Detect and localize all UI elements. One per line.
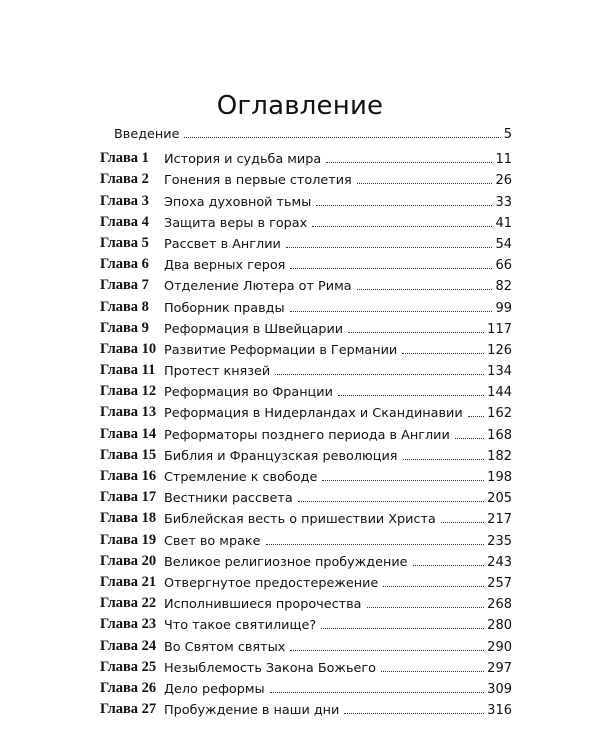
dot-leader — [338, 395, 484, 396]
dot-leader — [316, 205, 492, 206]
chapter-number: Глава 12 — [100, 383, 157, 400]
dot-leader — [455, 438, 484, 439]
toc-row — [100, 676, 512, 697]
toc-row — [100, 210, 512, 231]
chapter-page-number: 309 — [487, 681, 512, 697]
dot-leader — [381, 671, 484, 672]
intro-page-number: 5 — [503, 127, 512, 142]
chapter-page-number: 66 — [495, 258, 512, 274]
chapter-number: Глава 1 — [100, 150, 149, 167]
intro-label: Введение — [114, 127, 180, 142]
chapter-page-number: 41 — [495, 215, 512, 231]
toc-row — [100, 337, 512, 358]
dot-leader — [441, 522, 484, 523]
dot-leader — [290, 268, 492, 269]
chapter-title: Что такое святилище? — [164, 618, 317, 634]
chapter-page-number: 11 — [495, 152, 512, 168]
chapter-number: Глава 2 — [100, 171, 149, 188]
chapter-number: Глава 14 — [100, 425, 157, 442]
dot-leader — [290, 311, 493, 312]
dot-leader — [348, 332, 484, 333]
chapter-number: Глава 16 — [100, 468, 157, 484]
toc-row — [100, 527, 512, 548]
chapter-number: Глава 6 — [100, 256, 149, 273]
dot-leader — [286, 247, 493, 248]
dot-leader — [266, 544, 485, 545]
dot-leader — [184, 137, 500, 138]
toc-row — [100, 443, 512, 464]
dot-leader — [413, 565, 485, 566]
toc-row — [100, 485, 512, 506]
toc-row — [100, 697, 512, 718]
chapter-title: Реформация в Швейцарии — [164, 321, 344, 337]
page-title: Оглавление — [216, 91, 384, 122]
chapter-title: Реформаторы позднего периода в Англии — [164, 427, 450, 443]
toc-row — [100, 146, 512, 167]
chapter-number: Глава 19 — [100, 531, 157, 548]
chapter-title: Эпоха духовной тьмы — [164, 194, 312, 210]
chapter-title: Свет во мраке — [164, 533, 261, 549]
dot-leader — [326, 162, 492, 163]
dot-leader — [357, 183, 493, 184]
chapter-page-number: 290 — [487, 639, 512, 655]
dot-leader — [270, 692, 485, 693]
chapter-page-number: 205 — [487, 491, 512, 507]
chapter-title: Развитие Реформации в Германии — [164, 342, 398, 358]
chapter-number: Глава 9 — [100, 319, 149, 336]
dot-leader — [403, 459, 485, 460]
toc-row — [100, 464, 512, 485]
chapter-page-number: 316 — [487, 703, 512, 719]
chapter-page-number: 217 — [487, 512, 512, 528]
chapter-number: Глава 11 — [100, 362, 156, 379]
chapter-page-number: 54 — [495, 236, 512, 252]
dot-leader — [383, 586, 484, 587]
chapter-number: Глава 3 — [100, 192, 149, 209]
chapter-title: Два верных героя — [164, 258, 286, 274]
chapter-page-number: 268 — [487, 597, 512, 613]
chapter-number: Глава 23 — [100, 616, 157, 633]
chapter-page-number: 144 — [487, 385, 512, 401]
chapter-number: Глава 10 — [100, 340, 157, 357]
dot-leader — [322, 480, 484, 481]
toc-row — [100, 400, 512, 421]
chapter-number: Глава 7 — [100, 277, 149, 294]
dot-leader — [275, 374, 484, 375]
chapter-title: Исполнившиеся пророчества — [164, 597, 362, 613]
chapter-title: Библейская весть о пришествии Христа — [164, 512, 436, 528]
toc-row — [100, 316, 512, 337]
chapter-page-number: 168 — [487, 427, 512, 443]
chapter-number: Глава 27 — [100, 701, 157, 718]
chapter-title: Библия и Французская революция — [164, 448, 398, 464]
chapter-title: История и судьба мира — [164, 152, 322, 168]
dot-leader — [367, 607, 485, 608]
dot-leader — [298, 501, 484, 502]
toc-row — [100, 379, 512, 400]
chapter-number: Глава 13 — [100, 404, 157, 421]
toc-row — [100, 633, 512, 654]
chapter-number: Глава 20 — [100, 552, 157, 569]
toc-row — [100, 591, 512, 612]
toc-row — [100, 612, 512, 633]
chapter-page-number: 134 — [487, 364, 512, 380]
table-of-contents — [100, 146, 512, 718]
toc-row — [100, 273, 512, 294]
chapter-number: Глава 24 — [100, 637, 157, 654]
toc-row — [100, 252, 512, 273]
chapter-title: Вестники рассвета — [164, 491, 293, 507]
chapter-title: Защита веры в горах — [164, 215, 308, 231]
chapter-page-number: 33 — [495, 194, 512, 210]
dot-leader — [357, 289, 493, 290]
toc-row — [100, 570, 512, 591]
chapter-number: Глава 4 — [100, 213, 149, 230]
chapter-title: Дело реформы — [164, 681, 265, 697]
chapter-title: Во Святом святых — [164, 639, 286, 655]
toc-row — [100, 188, 512, 209]
chapter-number: Глава 18 — [100, 510, 157, 527]
toc-row — [100, 655, 512, 676]
chapter-number: Глава 21 — [100, 573, 157, 590]
toc-row — [100, 167, 512, 188]
toc-row — [100, 549, 512, 570]
chapter-title: Пробуждение в наши дни — [164, 703, 340, 719]
dot-leader — [312, 226, 492, 227]
chapter-title: Реформация в Нидерландах и Скандинавии — [164, 406, 463, 422]
toc-row — [100, 506, 512, 527]
toc-row — [100, 231, 512, 252]
chapter-number: Глава 22 — [100, 595, 157, 612]
chapter-title: Рассвет в Англии — [164, 236, 281, 252]
chapter-number: Глава 25 — [100, 658, 157, 675]
dot-leader — [468, 416, 484, 417]
chapter-page-number: 117 — [487, 321, 512, 337]
dot-leader — [321, 628, 484, 629]
chapter-number: Глава 17 — [100, 489, 157, 506]
chapter-page-number: 257 — [487, 575, 512, 591]
chapter-page-number: 26 — [495, 173, 512, 189]
chapter-title: Незыблемость Закона Божьего — [164, 660, 376, 676]
chapter-page-number: 162 — [487, 406, 512, 422]
chapter-title: Протест князей — [164, 364, 271, 380]
chapter-page-number: 99 — [495, 300, 512, 316]
chapter-title: Реформация во Франции — [164, 385, 333, 401]
chapter-number: Глава 5 — [100, 234, 149, 251]
chapter-page-number: 126 — [487, 342, 512, 358]
toc-row — [100, 421, 512, 442]
chapter-page-number: 280 — [487, 618, 512, 634]
toc-row — [100, 358, 512, 379]
dot-leader — [402, 353, 484, 354]
chapter-title: Великое религиозное пробуждение — [164, 554, 408, 570]
chapter-page-number: 243 — [487, 554, 512, 570]
chapter-title: Гонения в первые столетия — [164, 173, 352, 189]
chapter-title: Отделение Лютера от Рима — [164, 279, 352, 295]
dot-leader — [290, 650, 484, 651]
chapter-page-number: 297 — [487, 660, 512, 676]
chapter-title: Стремление к свободе — [164, 470, 318, 485]
dot-leader — [344, 713, 484, 714]
chapter-page-number: 182 — [487, 448, 512, 464]
chapter-number: Глава 8 — [100, 298, 149, 315]
chapter-number: Глава 15 — [100, 446, 157, 463]
chapter-number: Глава 26 — [100, 679, 157, 696]
chapter-page-number: 198 — [487, 470, 512, 485]
toc-row — [100, 294, 512, 315]
chapter-title: Отвергнутое предостережение — [164, 575, 379, 591]
chapter-title: Поборник правды — [164, 300, 285, 316]
chapter-page-number: 235 — [487, 533, 512, 549]
chapter-page-number: 82 — [495, 279, 512, 295]
toc-intro-row — [114, 122, 512, 142]
